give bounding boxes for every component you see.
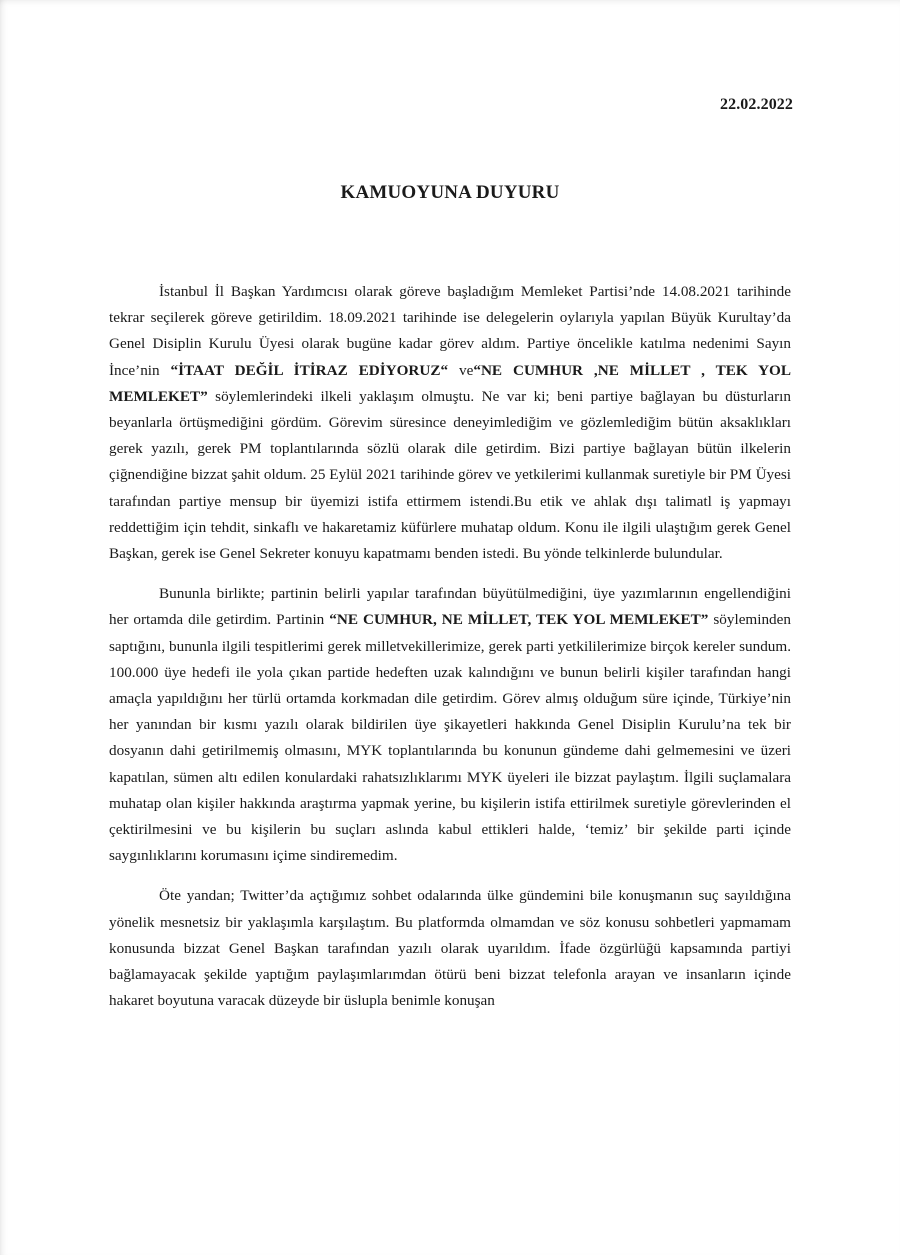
paragraph-text: söylemlerindeki ilkeli yaklaşım olmuştu. Ne var ki; beni partiye bağlayan bu düsturların beyanlarla örtüşmediğini gördüm. Görevim süresince deneyimlediğim ve gözlemlediğim bütün aksaklıkları gerek yazılı, gerek PM toplantılarında sözlü olarak dile getirdim. Bizi partiye bağlayan bütün ilkelerin çiğnendiğine bizzat şahit oldum. 25 Eylül 2021 tarihinde görev ve yetkilerimi kullanmak suretiyle bir PM Üyesi tarafından partiye mensup bir üyemizi istifa ettirmem istendi.Bu etik ve ahlak dışı talimatl iş yapmayı reddettiğim için tehdit, sinkaflı ve hakaretamiz küfürlere muhatap oldum. Konu ile ilgili ulaştığım gerek Genel Başkan, gerek ise Genel Sekreter konuyu kapatmamı benden istedi. Bu yönde telkinlerde bulundular. (109, 387, 791, 563)
emphasized-quote: “NE CUMHUR, NE MİLLET, TEK YOL MEMLEKET” (329, 611, 709, 629)
emphasized-quote: “İTAAT DEĞİL İTİRAZ EDİYORUZ“ (170, 361, 449, 379)
paragraph-text: Bununla birlikte; partinin belirli yapılar tarafından büyütülmediğini, üye yazımlarının engellendiğini her ortamda dile getirdim. Partinin (109, 585, 791, 629)
document-date: 22.02.2022 (720, 96, 793, 113)
paragraph-text: söyleminden saptığını, bununla ilgili tespitlerimi gerek milletvekillerimize, gerek parti yetkililerimize birçok kereler sundum. 100.000 üye hedefi ile yola çıkan partide hedeften uzak kalındığını ve bunun belirli kişiler tarafından hangi amaçla yapıldığını her türlü ortamda korkmadan dile getirdim. Görev almış olduğum süre içinde, Türkiye’nin her yanından bir kısmı yazılı olarak bildirilen üye şikayetleri hakkında Genel Disiplin Kurulu’na tek bir dosyanın dahi getirilmemiş olmasını, MYK toplantılarında bu konunun gündeme dahi gelmemesini ve üzeri kapatılan, sümen altı edilen konulardaki rahatsızlıklarımı MYK üyeleri ile bizzat paylaştım. İlgili suçlamalara muhatap olan kişiler hakkında araştırma yapmak yerine, bu kişilerin istifa ettirilmek suretiyle görevlerinden el çektirilmesini ve bu kişilerin bu suçları aslında kabul ettikleri halde, ‘temiz’ bir şekilde parti içinde saygınlıklarını korumasını içime sindiremedim. (109, 611, 791, 865)
paragraph-text: İstanbul İl Başkan Yardımcısı olarak göreve başladığım Memleket Partisi’nde 14.08.2021 tarihinde tekrar seçilerek göreve getirildim. 18.09.2021 tarihinde ise delegelerin oylarıyla yapılan Büyük Kurultay’da Genel Disiplin Kurulu Üyesi olarak bugüne kadar görev aldım. Partiye öncelikle katılma nedenimi Sayın İnce’nin (109, 283, 791, 379)
emphasized-quote: “NE CUMHUR ,NE MİLLET , TEK YOL MEMLEKET” (109, 361, 791, 405)
document-body (109, 279, 791, 1014)
body-paragraph (109, 883, 791, 1014)
paragraph-text: ve (448, 361, 474, 379)
body-paragraph (109, 279, 791, 567)
body-paragraph (109, 581, 791, 869)
document-title: KAMUOYUNA DUYURU (340, 182, 560, 203)
paragraph-text: Öte yandan; Twitter’da açtığımız sohbet odalarında ülke gündemini bile konuşmanın suç sayıldığına yönelik mesnetsiz bir yaklaşımla karşılaştım. Bu platformda olmamdan ve söz konusu sohbetleri yapmamam konusunda bizzat Genel Başkan tarafından yazılı olarak uyarıldım. İfade özgürlüğü kapsamında partiyi bağlamayacak şekilde yaptığım paylaşımlarımdan ötürü beni bizzat telefonla arayan ve insanların içinde hakaret boyutuna varacak düzeyde bir üslupla benimle konuşan (109, 887, 791, 1010)
